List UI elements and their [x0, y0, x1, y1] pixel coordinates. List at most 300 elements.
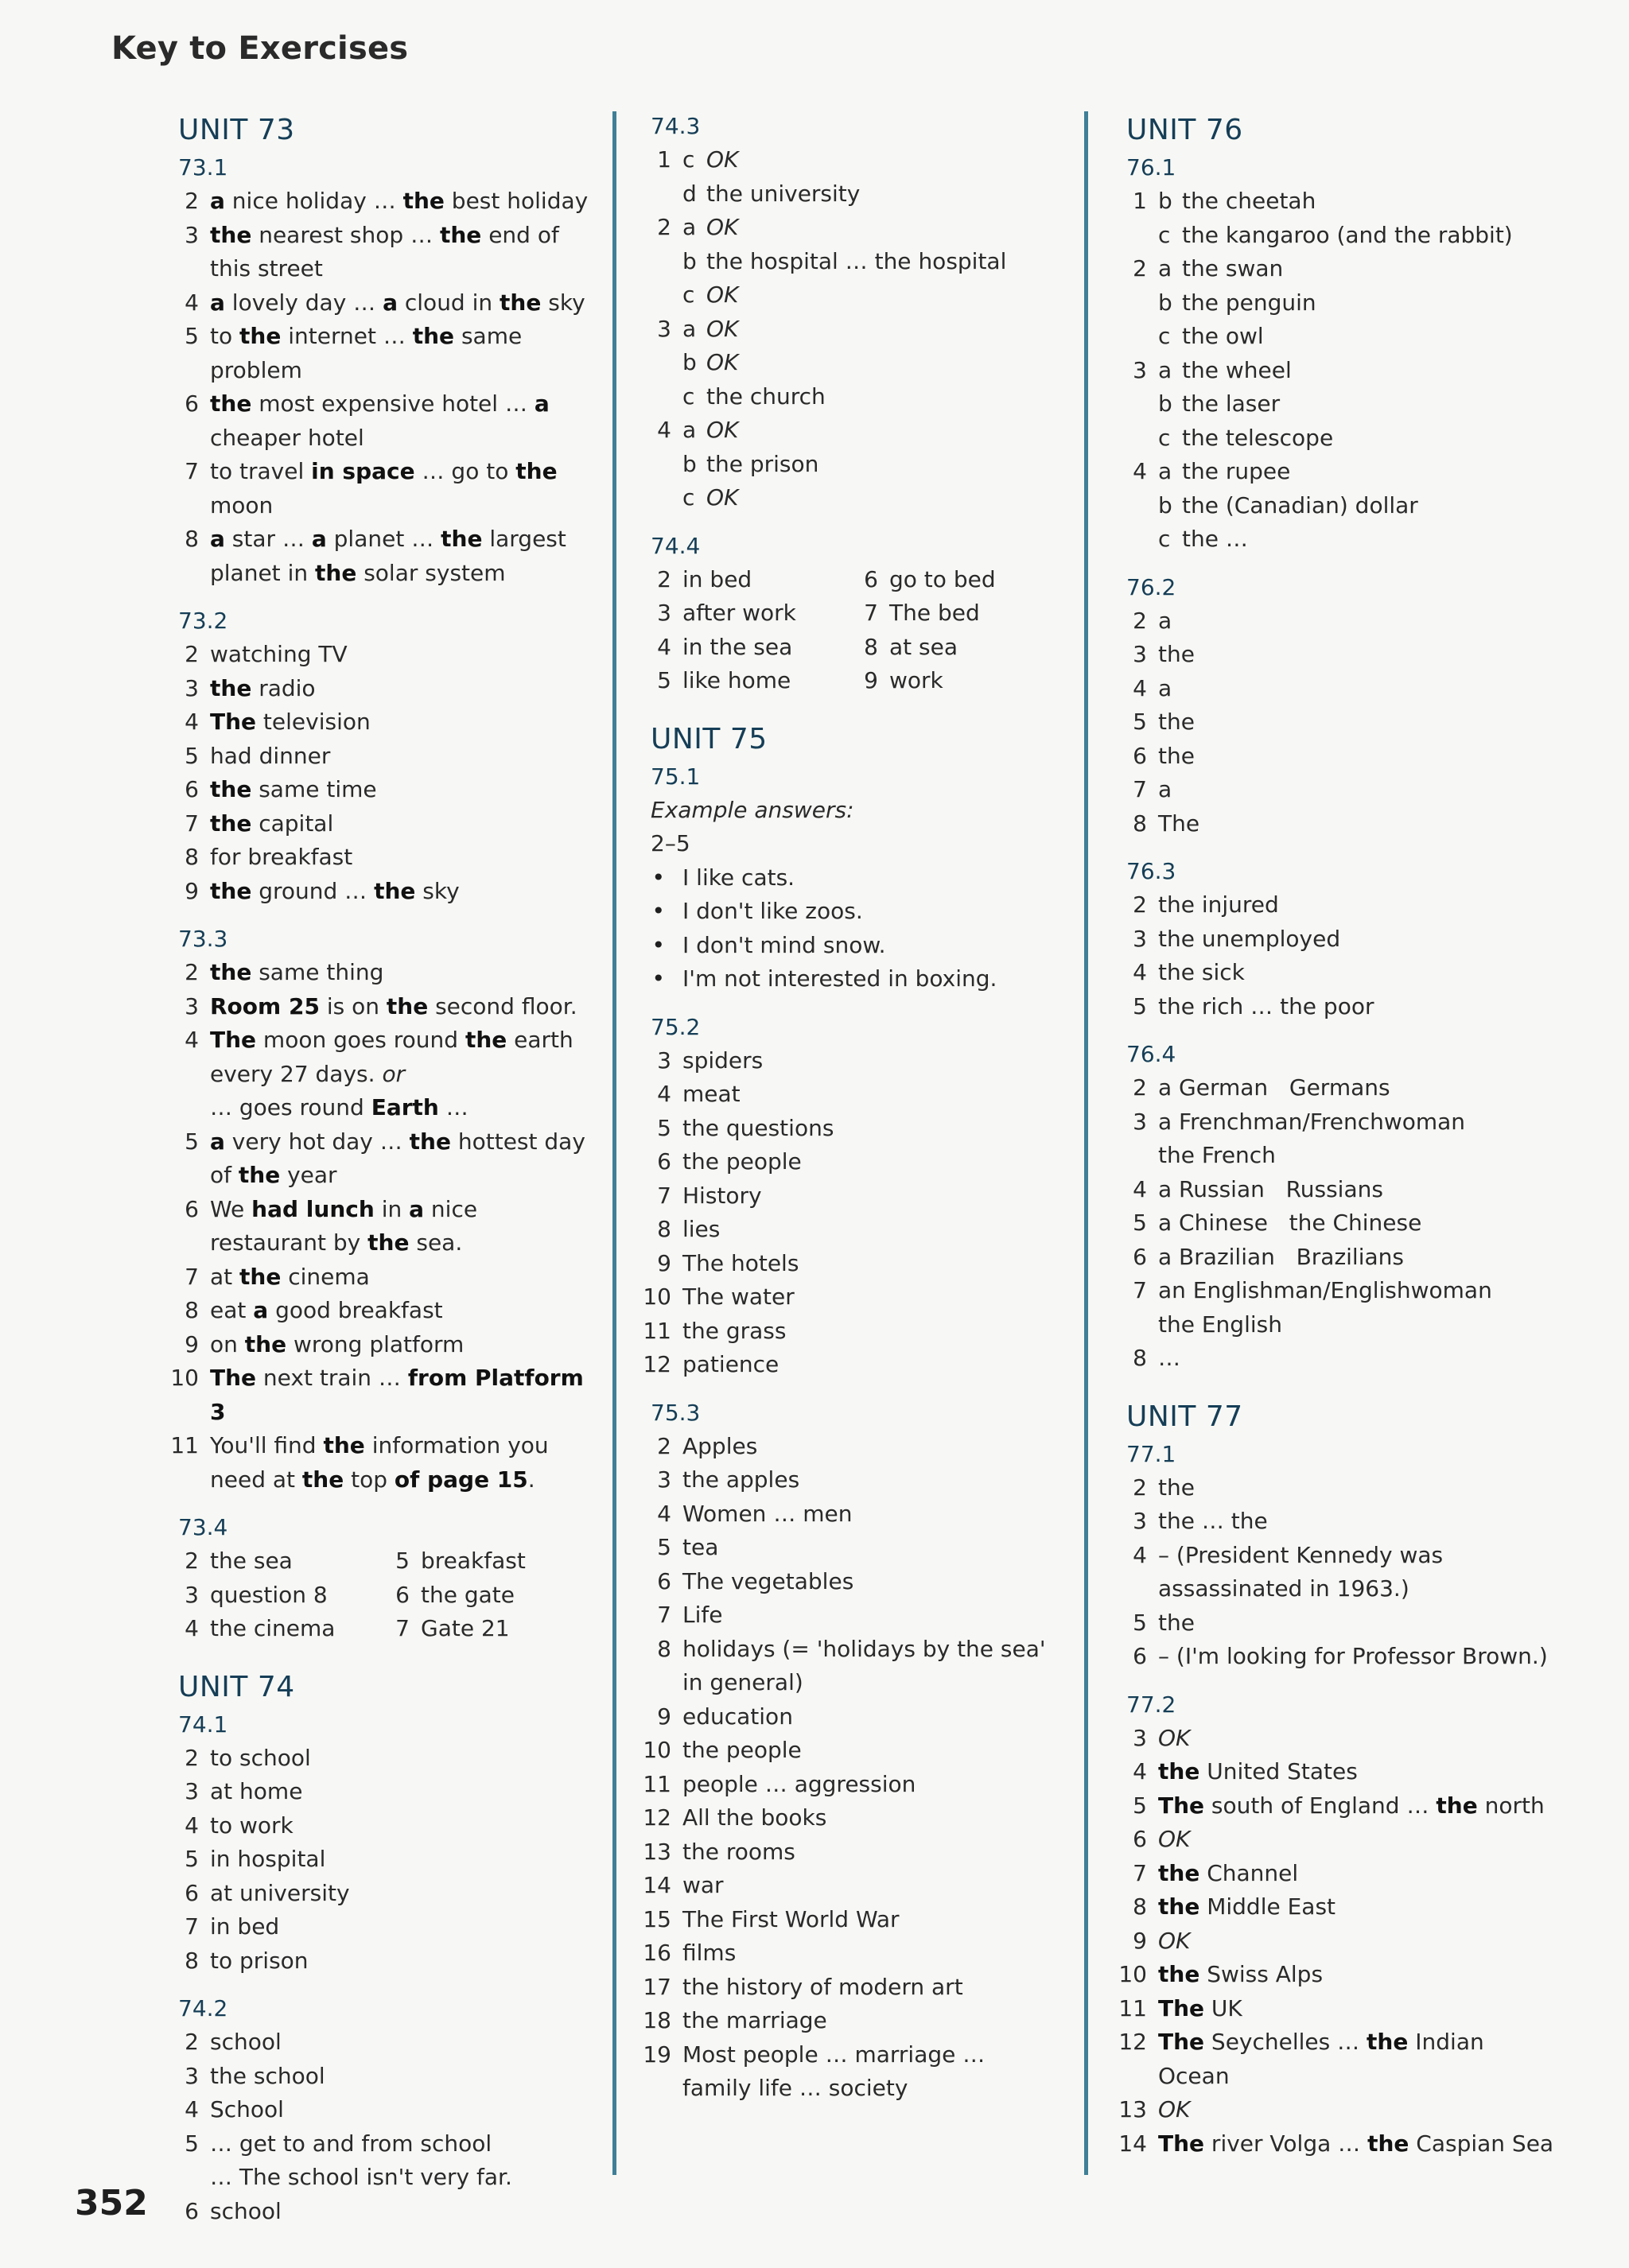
answer-text: a nice holiday … the best holiday: [210, 188, 589, 214]
unit-heading: UNIT 73: [178, 114, 295, 146]
answer-text: OK: [706, 282, 739, 308]
answer-text: The UK: [1158, 1994, 1242, 2021]
answer-item: [641, 1531, 1055, 1565]
answer-text: at sea: [889, 633, 958, 660]
answer-text: to the internet … the same problem: [210, 323, 523, 383]
answer-text: … get to and from school … The school isn't very far.: [210, 2130, 512, 2190]
answer-number: [641, 481, 682, 515]
answer-letter: c: [682, 484, 695, 511]
answer-letter: b: [682, 349, 697, 375]
answer-number: 4: [1133, 1758, 1147, 1784]
answer-text: the penguin: [1182, 289, 1316, 316]
answer-item: [641, 177, 1055, 212]
answer-item: [1117, 320, 1562, 354]
answer-list: [169, 638, 590, 908]
exercise-heading: 73.1: [178, 154, 228, 181]
answer-item: [641, 1768, 1055, 1802]
answer-text: the people: [682, 1737, 802, 1763]
answer-item: [641, 1078, 1055, 1112]
answer-text: school: [210, 2029, 282, 2055]
answer-item: [1117, 990, 1562, 1024]
answer-text: on the wrong platform: [210, 1330, 465, 1357]
answer-text: All the books: [682, 1804, 827, 1831]
answer-text: the laser: [1182, 390, 1281, 417]
answer-text: the telescope: [1182, 424, 1334, 451]
exercise-heading: 74.4: [651, 532, 701, 559]
answer-item: [1117, 286, 1562, 320]
answer-item: [641, 563, 848, 597]
answer-text: to travel in space … go to the moon: [210, 458, 558, 518]
answer-text: Life: [682, 1602, 723, 1628]
answer-letter: c: [1158, 424, 1171, 451]
unit-heading: UNIT 76: [1126, 114, 1243, 146]
answer-text: the kangaroo (and the rabbit): [1182, 221, 1513, 248]
answer-item: [1117, 1857, 1562, 1891]
answer-item: [641, 1044, 1055, 1078]
answer-column-middle: [641, 110, 1055, 2120]
answer-text: the capital: [210, 810, 334, 837]
answer-text: I'm not interested in boxing.: [682, 965, 997, 992]
answer-number: 12: [1118, 2029, 1147, 2055]
exercise-heading: 76.3: [1126, 858, 1176, 884]
answer-number: 18: [643, 2007, 671, 2033]
answer-text: at the cinema: [210, 1263, 370, 1290]
exercise-heading: 77.1: [1126, 1440, 1176, 1467]
answer-text: a German Germans: [1158, 1074, 1390, 1101]
answer-list: [641, 563, 1055, 698]
answer-letter: b: [1158, 188, 1172, 214]
answer-number: 14: [643, 1872, 671, 1898]
answer-item: [169, 1775, 590, 1809]
answer-number: 8: [1133, 1345, 1147, 1371]
answer-list: [169, 2025, 590, 2228]
answer-item: [1117, 638, 1562, 672]
answer-item: [641, 211, 1055, 245]
answer-number: 11: [643, 1770, 671, 1797]
answer-number: 2: [185, 1744, 199, 1771]
answer-item: [641, 143, 1055, 177]
exercise-heading: 74.3: [651, 113, 701, 139]
answer-item: [379, 1544, 590, 1579]
answer-number: 7: [185, 1263, 199, 1290]
answer-item: [1117, 2093, 1562, 2127]
answer-item: [169, 1843, 590, 1877]
answer-text: a very hot day … the hottest day of the year: [210, 1128, 585, 1188]
answer-text: in bed: [682, 565, 752, 592]
answer-item: [169, 705, 590, 740]
answer-text: the same time: [210, 776, 377, 802]
answer-number: 9: [1133, 1927, 1147, 1954]
answer-column-right: [1117, 110, 1562, 2175]
answer-number: 10: [1118, 1961, 1147, 1987]
answer-item: [641, 631, 848, 665]
exercise-block: [1117, 1688, 1562, 2161]
answer-item: [1117, 1890, 1562, 1924]
exercise-block: [641, 760, 1055, 996]
answer-item: [1117, 522, 1562, 557]
answer-number: 6: [1133, 1243, 1147, 1270]
answer-text: the (Canadian) dollar: [1182, 491, 1418, 518]
answer-number: 1: [657, 146, 671, 173]
answer-letter: b: [682, 450, 697, 477]
answer-number: 19: [643, 2041, 671, 2068]
answer-number: [1117, 421, 1158, 456]
answer-number: 6: [1133, 1643, 1147, 1669]
answer-text: the Channel: [1158, 1859, 1299, 1886]
answer-text: the Swiss Alps: [1158, 1961, 1324, 1987]
answer-item: [641, 448, 1055, 482]
answer-item: [641, 346, 1055, 380]
answer-item: [641, 962, 1055, 996]
answer-text: You'll find the information you need at the top of page 15.: [210, 1432, 549, 1493]
answer-item: [379, 1612, 590, 1646]
answer-item: [169, 1294, 590, 1328]
answer-number: 4: [657, 417, 671, 443]
answer-number: 4: [1133, 1541, 1147, 1568]
answer-text: the: [1158, 709, 1195, 735]
answer-list: [1117, 1722, 1562, 2161]
answer-item: [1117, 1471, 1562, 1505]
answer-text: a Brazilian Brazilians: [1158, 1243, 1404, 1270]
exercise-heading: 76.1: [1126, 154, 1176, 181]
answer-text: the hospital … the hospital: [706, 247, 1007, 274]
answer-text: the: [1158, 1474, 1195, 1501]
answer-list: [169, 956, 590, 1497]
answer-item: [641, 929, 1055, 963]
answer-letter: c: [682, 383, 695, 410]
answer-number: 4: [657, 1081, 671, 1107]
answer-number: 2: [185, 641, 199, 667]
answer-item: [1117, 1823, 1562, 1857]
bullet-icon: •: [651, 931, 665, 958]
answer-number: 5: [185, 1128, 199, 1155]
answer-number: 8: [185, 526, 199, 552]
answer-item: [1117, 2025, 1562, 2093]
answer-number: 7: [185, 1913, 199, 1940]
answer-number: 3: [657, 315, 671, 342]
answer-text: I don't mind snow.: [682, 931, 886, 958]
answer-item: [641, 2038, 1055, 2106]
answer-item: [1117, 1206, 1562, 1241]
answer-number: 6: [395, 1581, 410, 1608]
answer-text: I don't like zoos.: [682, 898, 863, 924]
answer-letter: c: [1158, 221, 1171, 248]
answer-text: History: [682, 1182, 762, 1209]
answer-text: the …: [1182, 526, 1248, 552]
answer-item: [1117, 922, 1562, 957]
answer-item: [641, 664, 848, 698]
answer-item: [641, 596, 848, 631]
answer-list: [1117, 604, 1562, 841]
answer-number: 7: [1133, 1277, 1147, 1303]
exercise-block: [169, 1992, 590, 2228]
answer-text: in bed: [210, 1913, 280, 1940]
answer-number: 4: [185, 289, 199, 316]
answer-item: [169, 956, 590, 990]
answer-item: [169, 1809, 590, 1843]
answer-text: work: [889, 667, 943, 693]
answer-item: [1117, 184, 1562, 219]
answer-number: 3: [1133, 925, 1147, 952]
answer-text: war: [682, 1872, 724, 1898]
answer-text: after work: [682, 600, 796, 626]
exercise-block: [169, 604, 590, 908]
answer-text: OK: [706, 146, 739, 173]
answer-item: [169, 219, 590, 286]
answer-item: [1117, 455, 1562, 489]
answer-text: to work: [210, 1812, 294, 1839]
answer-text: question 8: [210, 1581, 328, 1608]
answer-number: [1117, 320, 1158, 354]
answer-item: [641, 481, 1055, 515]
answer-number: 12: [643, 1351, 671, 1377]
answer-text: tea: [682, 1534, 719, 1560]
answer-number: 10: [643, 1737, 671, 1763]
answer-text: OK: [706, 214, 739, 240]
answer-number: 7: [1133, 1859, 1147, 1886]
answer-letter: c: [1158, 323, 1171, 349]
exercise-heading: 75.1: [651, 763, 701, 790]
answer-text: a Chinese the Chinese: [1158, 1210, 1422, 1236]
answer-item: [641, 895, 1055, 929]
answer-text: the: [1158, 1609, 1195, 1636]
answer-item: [641, 1430, 1055, 1464]
answer-list: [169, 184, 590, 590]
answer-item: [1117, 740, 1562, 774]
answer-item: [641, 1971, 1055, 2005]
answer-number: [641, 245, 682, 279]
answer-number: 2: [185, 2029, 199, 2055]
exercise-heading: 75.2: [651, 1013, 701, 1040]
answer-text: the United States: [1158, 1758, 1358, 1784]
answer-item: [641, 1801, 1055, 1835]
exercise-block: [1117, 1038, 1562, 1376]
answer-number: 3: [1133, 1108, 1147, 1135]
answer-text: the … the: [1158, 1508, 1268, 1534]
answer-text: The First World War: [682, 1905, 900, 1932]
page-title: Key to Exercises: [111, 30, 409, 67]
answer-item: [169, 638, 590, 672]
answer-number: 11: [643, 1317, 671, 1344]
answer-number: 13: [643, 1838, 671, 1865]
answer-item: [379, 1579, 590, 1613]
exercise-block: [641, 1396, 1055, 2106]
answer-text: OK: [706, 484, 739, 511]
answer-item: [169, 1877, 590, 1911]
answer-number: 9: [657, 1249, 671, 1276]
answer-text: OK: [706, 417, 739, 443]
answer-list: [641, 827, 1055, 996]
answer-item: [641, 313, 1055, 347]
answer-list: [1117, 1471, 1562, 1674]
page-number: 352: [75, 2183, 148, 2223]
answer-text: the marriage: [682, 2007, 827, 2033]
answer-number: 6: [1133, 1826, 1147, 1852]
answer-item: [641, 1247, 1055, 1281]
answer-text: the rich … the poor: [1158, 992, 1374, 1019]
answer-column-left: [169, 110, 590, 2243]
answer-list: [641, 1044, 1055, 1382]
answer-item: [641, 1869, 1055, 1903]
answer-text: the nearest shop … the end of this street: [210, 221, 559, 282]
answer-item: [1117, 1342, 1562, 1376]
answer-item: [1117, 1606, 1562, 1641]
answer-number: 2: [1133, 255, 1147, 282]
answer-text: The bed: [889, 600, 980, 626]
answer-number: 14: [1118, 2130, 1147, 2157]
answer-item: [1117, 672, 1562, 706]
exercise-heading: 76.4: [1126, 1041, 1176, 1067]
answer-item: [1117, 421, 1562, 456]
answer-item: [169, 455, 590, 522]
answer-number: 2: [185, 188, 199, 214]
example-note: Example answers:: [651, 796, 854, 823]
answer-item: [641, 1835, 1055, 1870]
answer-text: the school: [210, 2062, 325, 2089]
answer-number: 15: [643, 1905, 671, 1932]
answer-text: a Frenchman/Frenchwoman the French: [1158, 1108, 1466, 1168]
answer-list: [641, 1430, 1055, 2106]
answer-number: 2: [657, 565, 671, 592]
answer-list: [1117, 184, 1562, 557]
answer-text: – (I'm looking for Professor Brown.): [1158, 1643, 1548, 1669]
answer-item: [169, 1429, 590, 1497]
answer-text: in the sea: [682, 633, 793, 660]
answer-item: [1117, 1924, 1562, 1959]
answer-letter: b: [1158, 390, 1172, 417]
answer-text: the owl: [1182, 323, 1264, 349]
answer-text: a: [1158, 607, 1172, 634]
answer-item: [641, 278, 1055, 313]
answer-item: [1117, 1958, 1562, 1992]
answer-item: [1117, 387, 1562, 421]
exercise-block: [641, 530, 1055, 698]
answer-item: [169, 320, 590, 387]
answer-number: 4: [185, 1812, 199, 1839]
answer-number: 4: [657, 633, 671, 660]
answer-text: – (President Kennedy was assassinated in 1963.): [1158, 1541, 1444, 1602]
answer-text: a star … a planet … the largest planet in the solar system: [210, 526, 566, 586]
answer-number: 8: [185, 1297, 199, 1323]
answer-number: 5: [657, 667, 671, 693]
answer-item: [641, 827, 1055, 861]
answer-number: 3: [1133, 641, 1147, 667]
answer-text: Women … men: [682, 1500, 853, 1527]
answer-number: 9: [864, 667, 878, 693]
answer-item: [169, 2093, 590, 2127]
bullet-icon: •: [651, 965, 665, 992]
answer-number: 5: [1133, 709, 1147, 735]
answer-number: 3: [1133, 1724, 1147, 1751]
answer-item: [1117, 489, 1562, 523]
answer-item: [1117, 2127, 1562, 2161]
answer-text: like home: [682, 667, 791, 693]
answer-number: 6: [185, 1195, 199, 1222]
answer-text: school: [210, 2197, 282, 2224]
answer-text: films: [682, 1940, 737, 1966]
answer-number: 2: [657, 1432, 671, 1459]
answer-number: 5: [657, 1534, 671, 1560]
answer-text: had dinner: [210, 742, 331, 769]
answer-item: [169, 184, 590, 219]
answer-item: [169, 990, 590, 1024]
answer-number: 4: [1133, 959, 1147, 985]
answer-item: [169, 2195, 590, 2229]
answer-text: Most people … marriage … family life … society: [682, 2041, 986, 2101]
answer-number: [1117, 387, 1158, 421]
answer-item: [1117, 1241, 1562, 1275]
answer-item: [1117, 888, 1562, 922]
answer-text: The next train … from Platform 3: [210, 1365, 584, 1425]
answer-text: in hospital: [210, 1846, 326, 1872]
answer-item: [169, 841, 590, 875]
unit-heading: UNIT 74: [178, 1670, 295, 1703]
answer-item: [641, 1280, 1055, 1315]
answer-number: 1: [1133, 188, 1147, 214]
answer-number: 12: [643, 1804, 671, 1831]
answer-text: the gate: [421, 1581, 515, 1608]
answer-text: the: [1158, 641, 1195, 667]
exercise-block: [1117, 571, 1562, 841]
exercise-block: [641, 1011, 1055, 1382]
answer-item: [1117, 1722, 1562, 1756]
answer-letter: c: [1158, 526, 1171, 552]
column-divider: [612, 111, 616, 2175]
answer-number: 6: [864, 565, 878, 592]
answer-text: OK: [706, 349, 739, 375]
answer-number: 5: [185, 742, 199, 769]
answer-number: [1117, 489, 1158, 523]
answer-text: the swan: [1182, 255, 1284, 282]
answer-number: 4: [1133, 1175, 1147, 1202]
answer-item: [641, 1145, 1055, 1179]
answer-letter: a: [1158, 356, 1172, 383]
answer-text: at university: [210, 1879, 350, 1906]
answer-item: [169, 1023, 590, 1125]
answer-text: the people: [682, 1148, 802, 1175]
answer-number: 3: [1133, 356, 1147, 383]
answer-text: The river Volga … the Caspian Sea: [1158, 2130, 1554, 2157]
answer-range: 2–5: [651, 830, 690, 856]
answer-number: 7: [864, 600, 878, 626]
answer-text: The television: [210, 709, 371, 735]
exercise-heading: 73.2: [178, 608, 228, 634]
answer-number: 4: [185, 1615, 199, 1641]
answer-list: [641, 143, 1055, 515]
answer-list: [169, 1742, 590, 1979]
answer-item: [169, 2060, 590, 2094]
answer-number: 5: [395, 1548, 410, 1574]
answer-text: lies: [682, 1216, 721, 1242]
answer-item: [1117, 773, 1562, 807]
answer-text: a: [1158, 674, 1172, 701]
answer-number: 7: [395, 1615, 410, 1641]
answer-item: [641, 1348, 1055, 1382]
answer-text: Room 25 is on the second floor.: [210, 992, 577, 1019]
answer-number: 4: [185, 709, 199, 735]
answer-number: 6: [185, 390, 199, 417]
answer-text: The moon goes round the earth every 27 days. or … goes round Earth …: [210, 1027, 573, 1120]
answer-text: watching TV: [210, 641, 348, 667]
answer-number: 6: [657, 1567, 671, 1594]
answer-text: eat a good breakfast: [210, 1297, 443, 1323]
answer-item: [1117, 1539, 1562, 1606]
answer-text: the church: [706, 383, 826, 410]
answer-number: [641, 278, 682, 313]
answer-item: [169, 1361, 590, 1429]
answer-text: the apples: [682, 1466, 800, 1493]
answer-item: [1117, 807, 1562, 841]
